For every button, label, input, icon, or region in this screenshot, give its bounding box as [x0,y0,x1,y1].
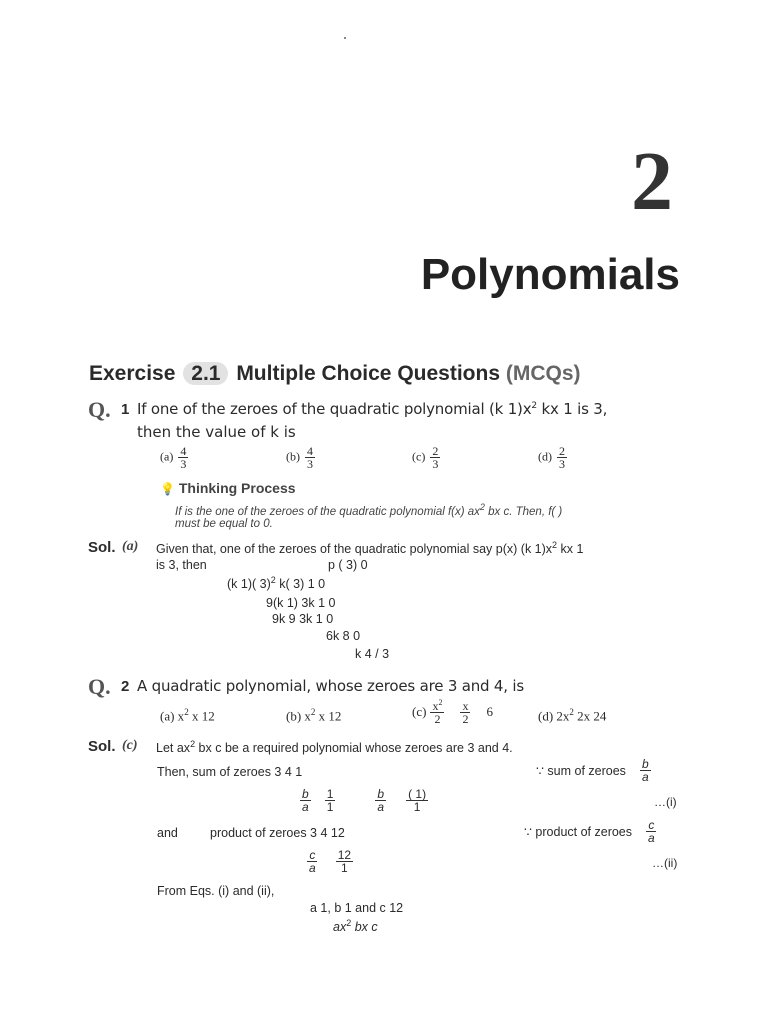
q2-option-c: (c) $\frac{x^2}{2}$ $\frac{x}{2}$ 6 [412,698,493,726]
q2-option-b: (b) $x^2$ x 12 [286,707,342,724]
sol2-result2: $ax^2$ bx c [333,918,378,935]
q2-label: Q. [88,674,111,699]
q1-number: 1 [121,401,130,418]
sol1-step3: 9k 9 3k 1 0 [272,612,334,626]
q1-text-line2: then the value of k is [137,423,296,441]
sol1-line1: Given that, one of the zeroes of the quadratic polynomial say p(x) (k $1)x^2$ kx 1 [156,540,584,557]
thinking-process-text: If is the one of the zeroes of the quadratic polynomial f(x) $ax^2$ bx c. Then, f( ) [175,502,563,518]
sol2-sum-ref: ∵ sum of zeroes $\frac{b}{a}$ [536,757,649,784]
sol2-sum: Then, sum of zeroes 3 4 1 [157,765,303,779]
sol2-answer: (c) [122,738,138,753]
sol2-result1: a 1, b 1 and c 12 [310,901,404,915]
sol1-step5: k 4 / 3 [355,647,390,661]
sol1-line2a: is 3, then [156,558,207,572]
chapter-number: 2 [631,135,673,228]
thinking-process-text-2: must be equal to 0. [175,518,273,530]
q1-text: If one of the zeroes of the quadratic polynomial (k $1)x^2$ kx 1 is 3, [137,400,608,418]
sol2-product-ref: ∵ product of zeroes $\frac{c}{a}$ [524,818,655,845]
sol2-ratio-1: $\frac{b}{a}$ $\frac{1}{1}$ $\frac{b}{a}$ $\frac{( 1)}{1}$ [302,787,427,814]
sol2-line1: Let $ax^2$ bx c be a required polynomial whose zeroes are 3 and 4. [156,739,513,756]
q2-option-d: (d) $2x^2$ 2x 24 [538,707,607,724]
sol1-label: Sol. [88,539,116,556]
q1-option-c: (c) $\frac{2}{3}$ [412,444,439,471]
sol2-eq-i: …(i) [654,795,677,809]
thinking-process-title: Thinking Process [178,480,296,496]
chapter-title: Polynomials [420,250,680,299]
q1-option-b: (b) $\frac{4}{3}$ [286,444,313,471]
sol2-ratio-2: $\frac{c}{a}$ $\frac{12}{1}$ [309,848,352,875]
q2-text: A quadratic polynomial, whose zeroes are 3 and 4, is [137,677,524,695]
exercise-prefix: Exercise [89,362,176,385]
sol1-line2b: p ( 3) 0 [328,558,368,572]
sol2-eq-ii: …(ii) [652,856,678,870]
exercise-title: Multiple Choice Questions [236,362,501,385]
sol1-answer: (a) [122,539,139,554]
thinking-process [160,480,296,496]
sol2-and: and [157,826,178,840]
q1-label: Q. [88,397,111,422]
q2-number: 2 [121,678,130,695]
exercise-number: 2.1 [183,362,228,385]
bulb-icon: 💡 [160,482,175,496]
sol1-step2: 9(k 1) 3k 1 0 [266,596,336,610]
sol1-step4: 6k 8 0 [326,629,361,643]
speck [344,37,346,39]
sol2-product: product of zeroes 3 4 12 [210,826,345,840]
q1-option-a: (a) $\frac{4}{3}$ [160,444,187,471]
sol2-label: Sol. [88,738,116,755]
sol2-from: From Eqs. (i) and (ii), [157,884,275,898]
sol1-step1: (k 1)( 3)$^2$ k( 3) 1 0 [227,575,326,592]
q1-option-d: (d) $\frac{2}{3}$ [538,444,565,471]
exercise-heading [89,362,581,386]
exercise-abbr: (MCQs) [505,362,581,385]
q2-option-a: (a) $x^2$ x 12 [160,707,215,724]
